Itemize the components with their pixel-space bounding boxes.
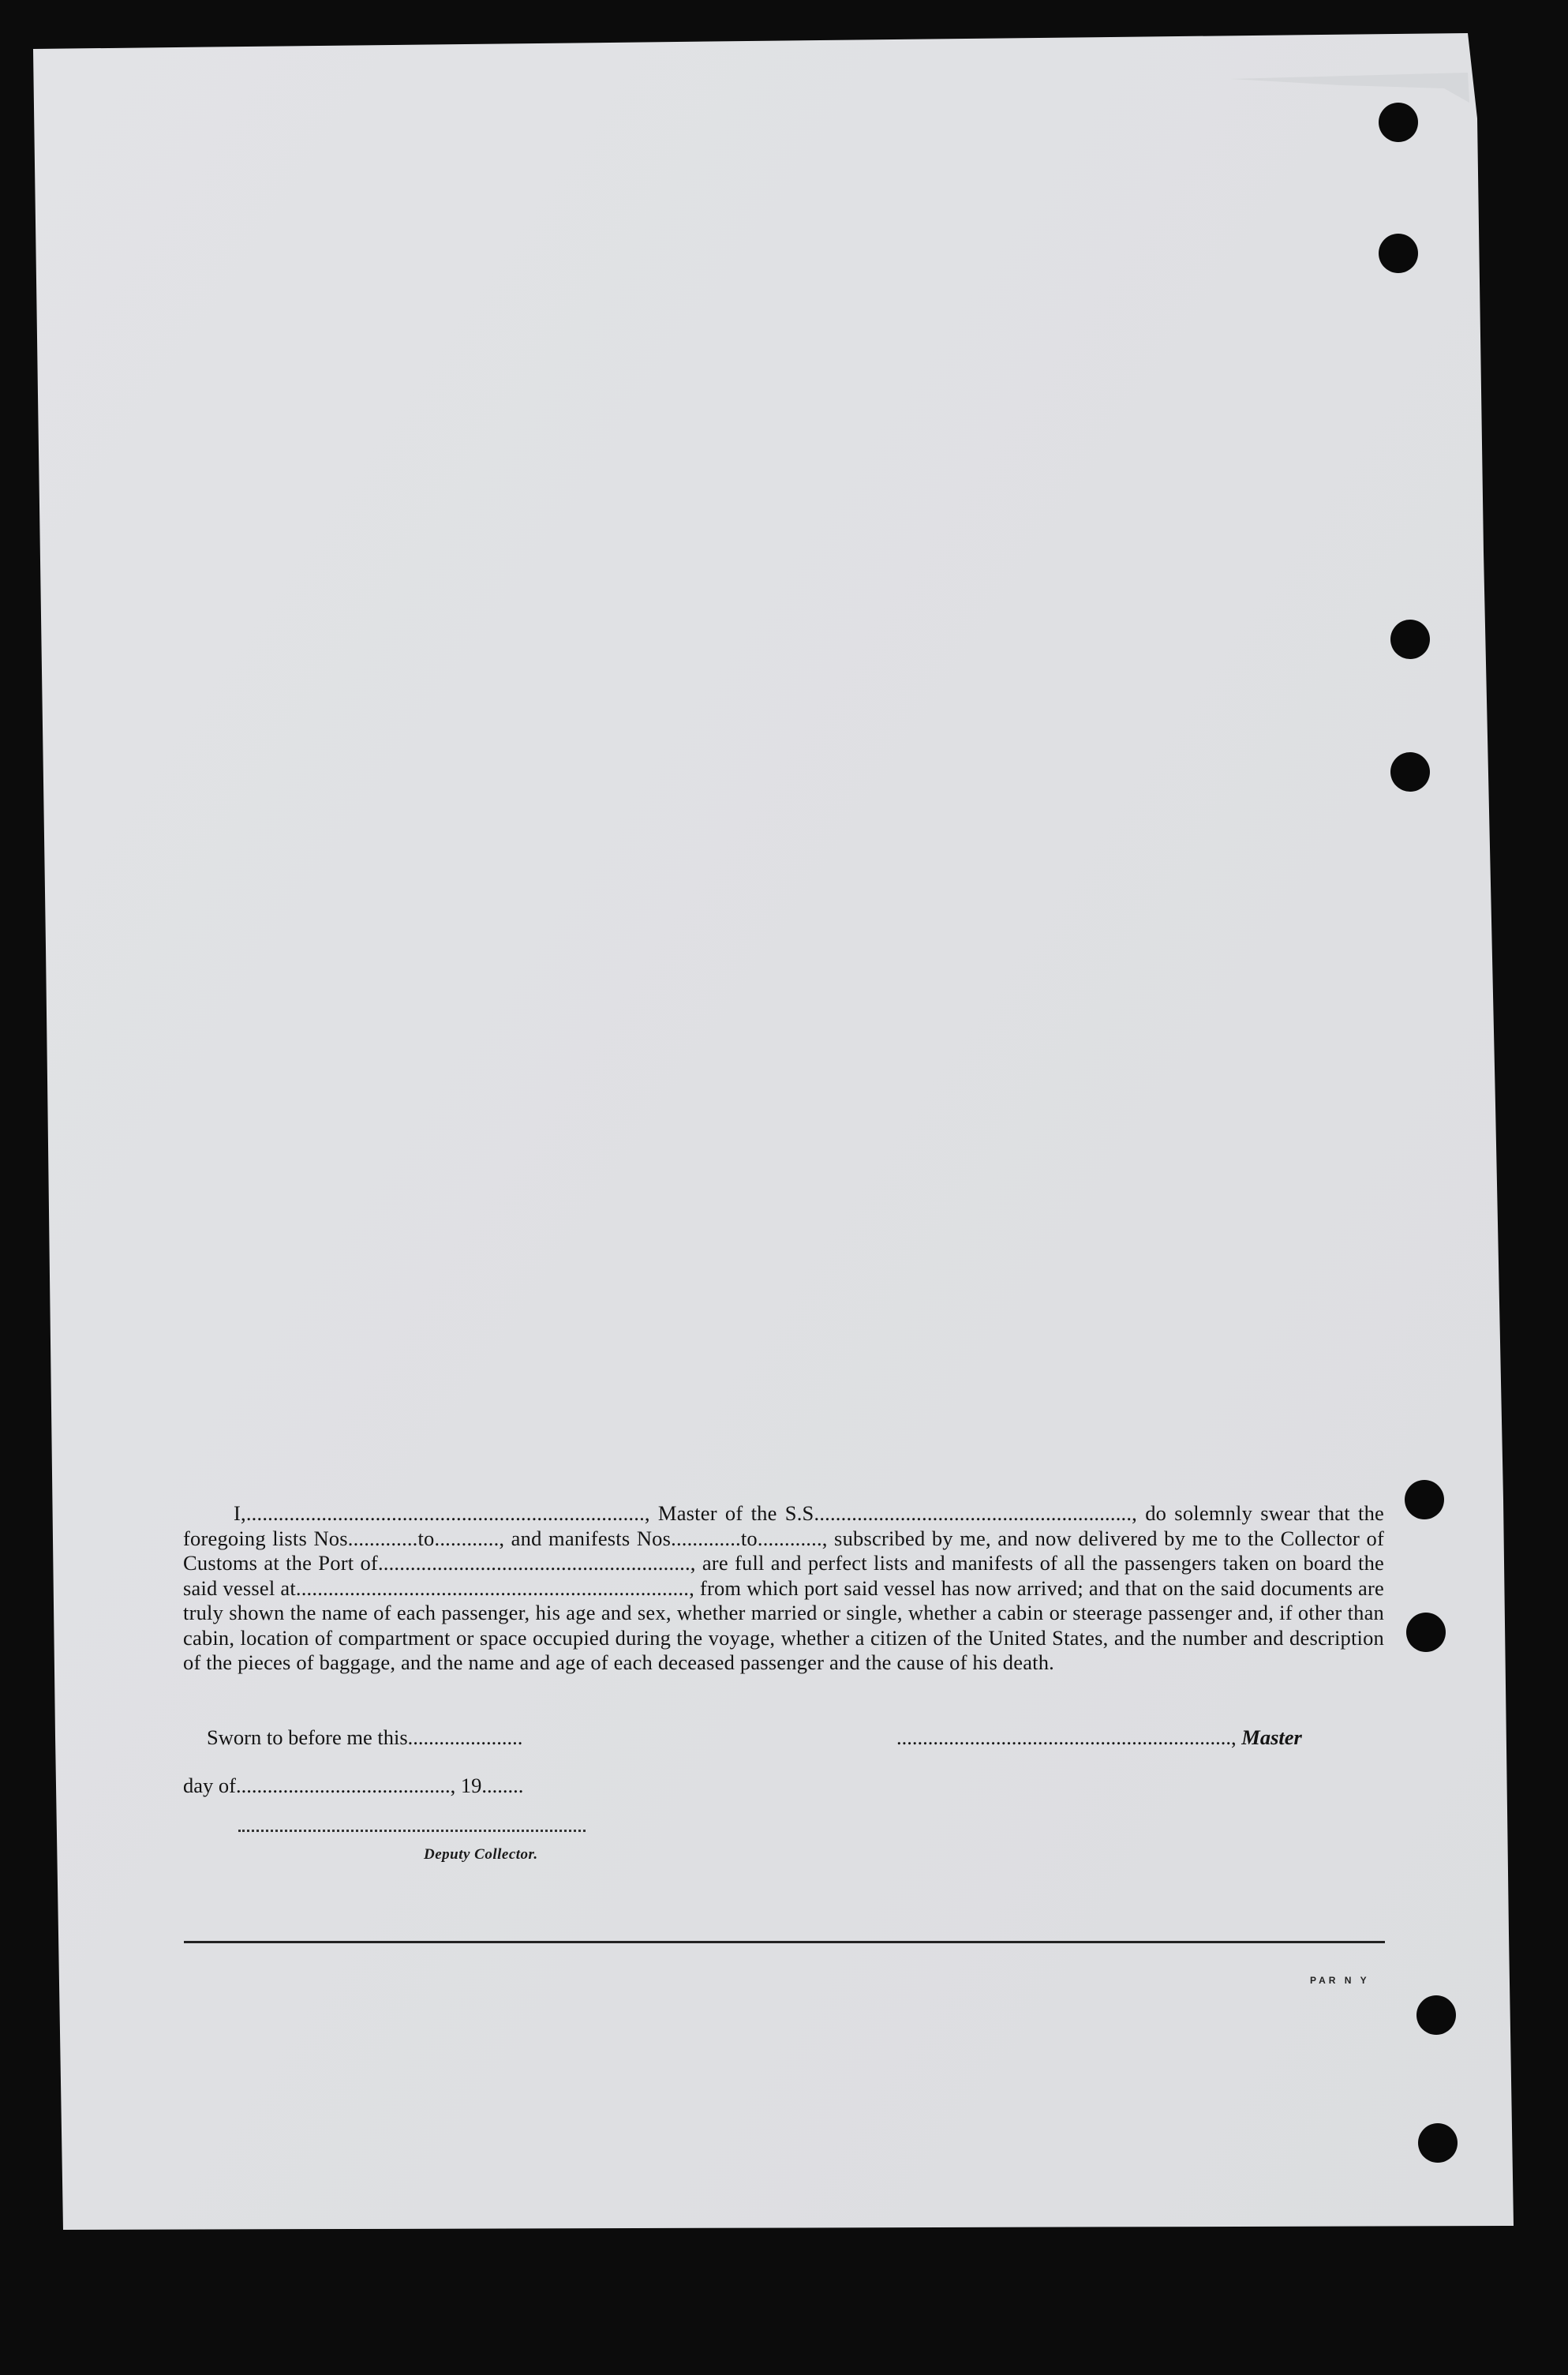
binder-hole — [1416, 1995, 1456, 2035]
master-signature-line — [896, 1725, 1302, 1750]
deputy-collector-label: Deputy Collector. — [424, 1846, 538, 1863]
binder-hole — [1406, 1613, 1446, 1652]
day-line: day of........................................., 19........ — [183, 1774, 524, 1797]
deputy-signature-line — [238, 1830, 586, 1832]
binder-hole — [1418, 2123, 1458, 2163]
binder-hole — [1379, 103, 1418, 142]
master-label: Master — [1241, 1725, 1302, 1749]
printer-mark: PAR N Y — [1310, 1975, 1370, 1986]
binder-hole — [1405, 1480, 1444, 1519]
binder-hole — [1390, 620, 1430, 659]
sworn-line: Sworn to before me this...................... — [207, 1725, 523, 1749]
master-dots: ................................................................, — [896, 1725, 1237, 1749]
horizontal-rule — [184, 1941, 1385, 1943]
binder-hole — [1390, 752, 1430, 792]
binder-hole — [1379, 234, 1418, 273]
oath-text: I,.........................................................................., Master of the S.S..........................................................., do solemnly swear that the foregoing lists Nos.............to............, and manifests Nos.............to............, subscribed by me, and now delivered by me to the Collector of Customs at the Port of.........................................................., are full and perfect lists and manifests of all the passengers taken on board the said vessel at........................................................................., from which port said vessel has now arrived; and that on the said documents are truly shown the name of each passenger, his age and sex, whether married or single, whether a cabin or steerage passenger and, if other than cabin, location of compartment or space occupied during the voyage, whether a citizen of the United States, and the number and description of the pieces of baggage, and the name and age of each deceased passenger and the cause of his death. — [183, 1501, 1384, 1674]
master-oath-paragraph — [183, 1501, 1384, 1676]
